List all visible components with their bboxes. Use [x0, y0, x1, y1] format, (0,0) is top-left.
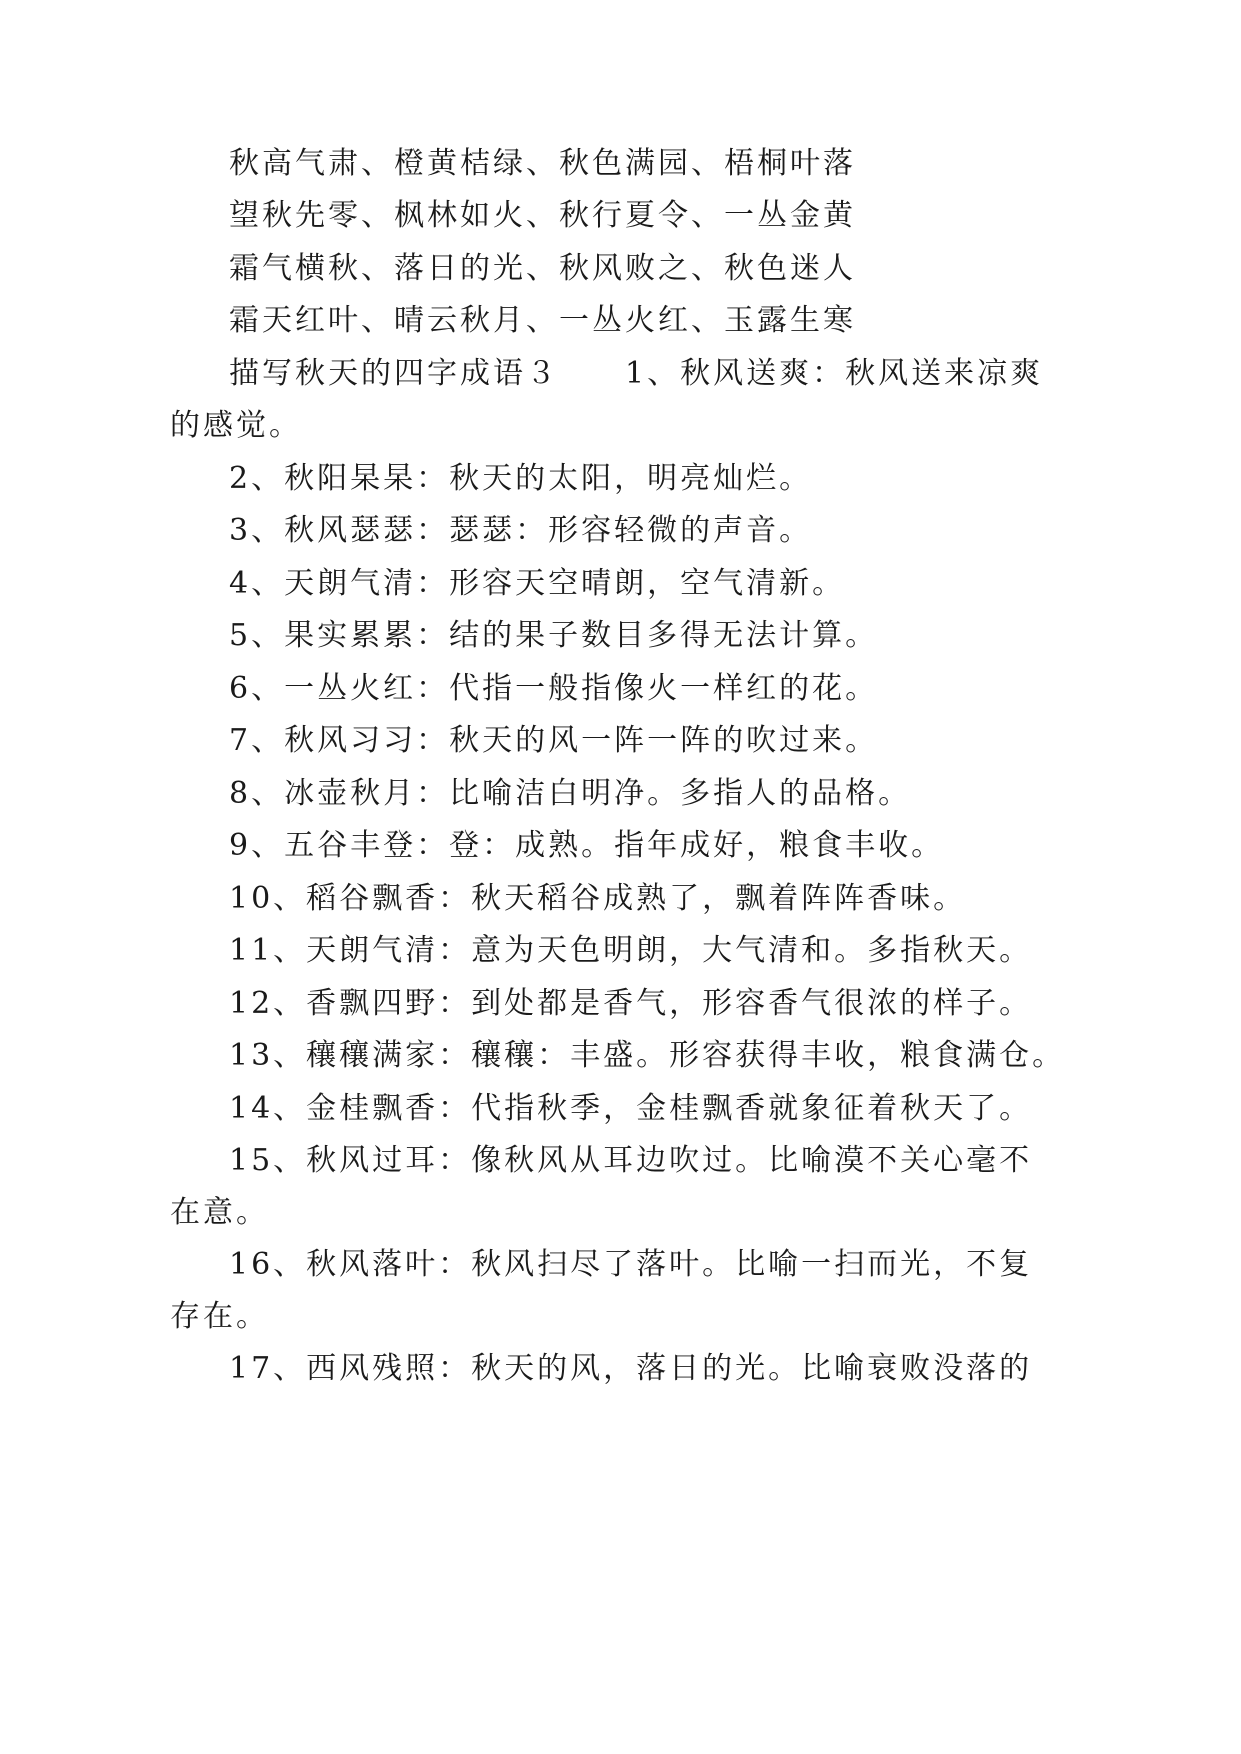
- text-line: 13、穰穰满家：穰穰：丰盛。形容获得丰收，粮食满仓。: [229, 1038, 1066, 1073]
- text-line: 霜气横秋、落日的光、秋风败之、秋色迷人: [229, 251, 856, 286]
- text-line: 7、秋风习习：秋天的风一阵一阵的吹过来。: [229, 723, 879, 758]
- text-line: 9、五谷丰登：登：成熟。指年成好，粮食丰收。: [229, 828, 945, 863]
- text-line: 11、天朗气清：意为天色明朗，大气清和。多指秋天。: [229, 933, 1033, 968]
- text-line: 的感觉。: [170, 408, 302, 443]
- text-line: 4、天朗气清：形容天空晴朗，空气清新。: [229, 566, 846, 601]
- text-line: 8、冰壶秋月：比喻洁白明净。多指人的品格。: [229, 776, 912, 811]
- text-line: 5、果实累累：结的果子数目多得无法计算。: [229, 618, 879, 653]
- text-line: 霜天红叶、晴云秋月、一丛火红、玉露生寒: [229, 303, 856, 338]
- text-line: 10、稻谷飘香：秋天稻谷成熟了，飘着阵阵香味。: [229, 881, 967, 916]
- text-line: 6、一丛火红：代指一般指像火一样红的花。: [229, 671, 879, 706]
- text-line: 2、秋阳杲杲：秋天的太阳，明亮灿烂。: [229, 461, 813, 496]
- text-line: 12、香飘四野：到处都是香气，形容香气很浓的样子。: [229, 986, 1033, 1021]
- text-line: 15、秋风过耳：像秋风从耳边吹过。比喻漠不关心毫不: [229, 1143, 1033, 1178]
- text-line: 描写秋天的四字成语３ 1、秋风送爽：秋风送来凉爽: [229, 356, 1044, 391]
- text-line: 16、秋风落叶：秋风扫尽了落叶。比喻一扫而光，不复: [229, 1247, 1033, 1282]
- text-line: 存在。: [170, 1299, 269, 1334]
- text-line: 17、西风残照：秋天的风，落日的光。比喻衰败没落的: [229, 1351, 1033, 1386]
- text-line: 秋高气肃、橙黄桔绿、秋色满园、梧桐叶落: [229, 146, 856, 181]
- text-line: 3、秋风瑟瑟：瑟瑟：形容轻微的声音。: [229, 513, 813, 548]
- text-line: 望秋先零、枫林如火、秋行夏令、一丛金黄: [229, 198, 856, 233]
- text-line: 14、金桂飘香：代指秋季，金桂飘香就象征着秋天了。: [229, 1091, 1033, 1126]
- text-line: 在意。: [170, 1195, 269, 1230]
